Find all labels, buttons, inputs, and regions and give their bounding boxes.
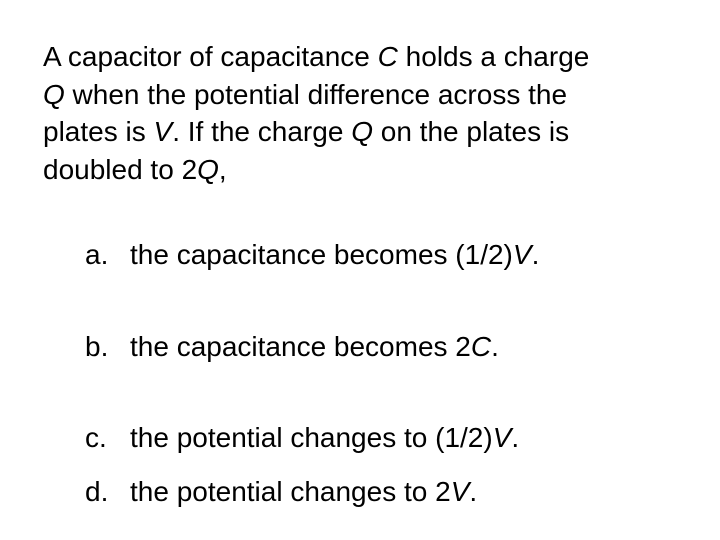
option-text: the capacitance becomes 2 bbox=[130, 331, 471, 362]
option-label: c. bbox=[85, 422, 107, 453]
option-label: d. bbox=[85, 476, 109, 507]
answer-option-d bbox=[85, 475, 477, 509]
question-line-1 bbox=[43, 38, 683, 76]
option-text: the potential changes to 2 bbox=[130, 476, 451, 507]
question-line-2 bbox=[43, 76, 683, 114]
option-label: b. bbox=[85, 331, 109, 362]
option-text: the capacitance becomes (1/2) bbox=[130, 239, 513, 270]
question-line-3 bbox=[43, 113, 683, 151]
answer-option-c bbox=[85, 421, 519, 455]
question-line-3-pre: plates is bbox=[43, 116, 154, 147]
variable-v: V bbox=[153, 116, 173, 147]
option-punctuation: . bbox=[511, 422, 520, 453]
question-line-4 bbox=[43, 151, 683, 189]
variable-q: Q bbox=[197, 153, 219, 185]
question-line-4-pre: doubled to 2 bbox=[43, 153, 198, 185]
option-variable: V bbox=[512, 239, 532, 270]
variable-q: Q bbox=[43, 78, 65, 110]
option-text: the potential changes to (1/2) bbox=[130, 422, 493, 453]
question-line-3-post: on the plates is bbox=[372, 116, 570, 147]
option-punctuation: . bbox=[531, 239, 540, 270]
variable-q: Q bbox=[351, 116, 373, 147]
option-variable: C bbox=[470, 331, 492, 362]
question-line-2-post: when the potential difference across the bbox=[64, 78, 568, 110]
option-variable: V bbox=[492, 422, 512, 453]
option-punctuation: . bbox=[491, 331, 499, 362]
variable-c: C bbox=[377, 41, 398, 72]
question-line-1-pre: A capacitor of capacitance bbox=[43, 41, 378, 72]
answer-option-a bbox=[85, 238, 539, 272]
question-line-1-post: holds a charge bbox=[397, 41, 590, 72]
answer-option-b bbox=[85, 330, 499, 364]
question-text bbox=[43, 38, 683, 188]
option-punctuation: . bbox=[469, 476, 478, 507]
question-line-3-mid: . If the charge bbox=[172, 116, 352, 147]
option-variable: V bbox=[450, 476, 470, 507]
option-label: a. bbox=[85, 239, 109, 270]
question-line-4-post: , bbox=[218, 153, 227, 185]
